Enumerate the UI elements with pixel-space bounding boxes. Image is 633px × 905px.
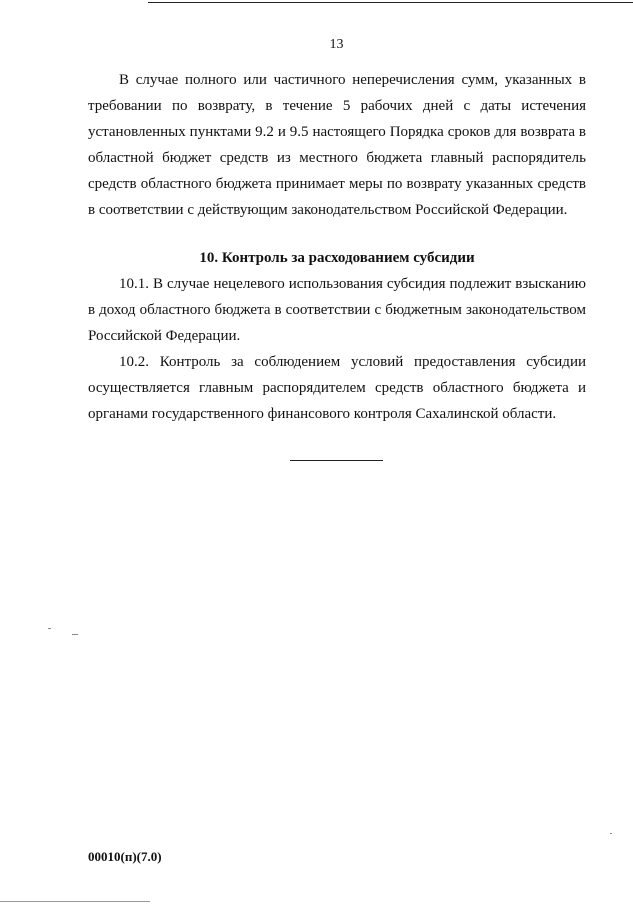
paragraph-10-1: 10.1. В случае нецелевого использования субсидия подлежит взысканию в доход областного бюджета в соответствии с бюджетным законодательством Российской Федерации. — [88, 276, 586, 344]
scan-speck — [48, 628, 51, 629]
document-body — [88, 67, 586, 427]
top-border-line — [148, 2, 633, 3]
bottom-border-line — [0, 901, 150, 902]
end-of-text-divider — [290, 460, 383, 461]
page-number: 13 — [329, 37, 344, 52]
paragraph-refund-measures: В случае полного или частичного неперечисления сумм, указанных в требовании по возврату, в течение 5 рабочих дней с даты истечения установленных пунктами 9.2 и 9.5 настоящего Порядка сроков для возврата в областной бюджет средств из местного бюджета главный распорядитель средств областного бюджета принимает меры по возврату указанных средств в соответствии с действующим законодательством Российской Федерации. — [88, 72, 586, 218]
scan-speck — [72, 634, 78, 635]
section-heading: 10. Контроль за расходованием субсидии — [199, 250, 475, 266]
paragraph-10-2: 10.2. Контроль за соблюдением условий предоставления субсидии осуществляется главным распорядителем средств областного бюджета и органами государственного финансового контроля Сахалинской области. — [88, 354, 586, 422]
document-code: 00010(п)(7.0) — [88, 849, 162, 864]
scan-speck — [610, 833, 612, 834]
